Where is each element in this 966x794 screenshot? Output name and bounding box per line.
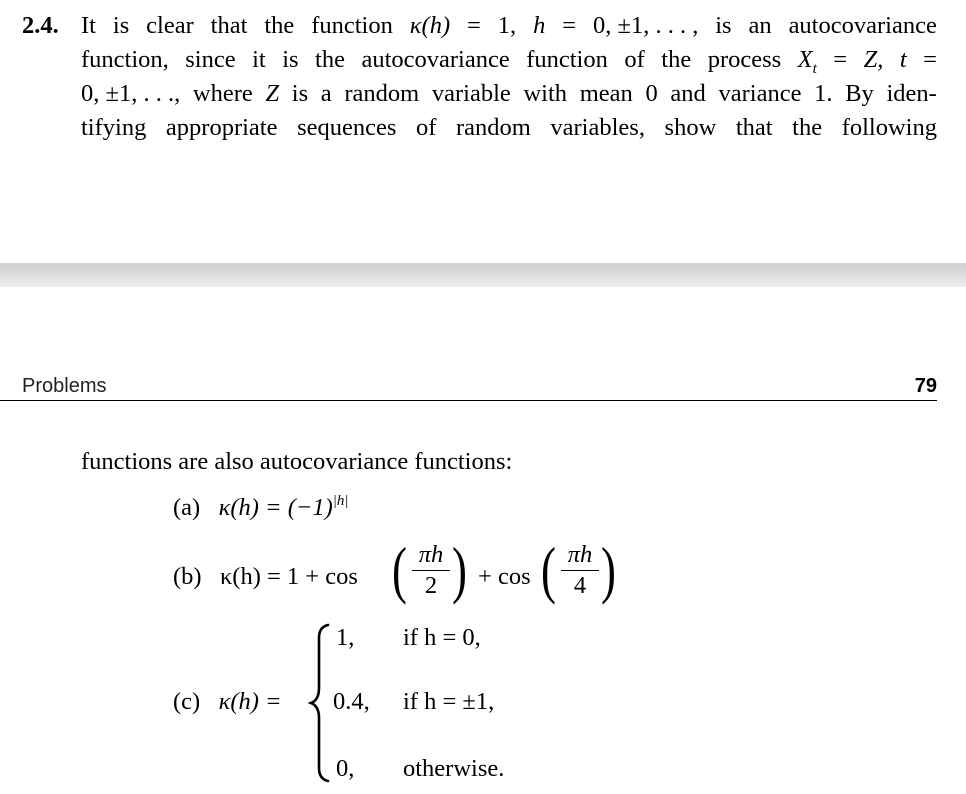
part-a-exponent: |h|	[332, 493, 349, 509]
part-b-left-paren-2: (	[541, 534, 556, 605]
part-b-right-paren-2: )	[601, 534, 616, 605]
part-c	[173, 686, 282, 718]
part-c-brace	[308, 622, 332, 784]
problem-text-line-1: It is clear that the function κ(h) = 1, h = 0, ±1, . . . , is an autocovariance	[81, 12, 937, 39]
problem-text-line-3: 0, ±1, . . ., where Z is a random variable with mean 0 and variance 1. By iden-	[81, 80, 937, 107]
part-b-frac1-denominator: 2	[424, 572, 438, 600]
part-b-frac1-numerator: πh	[418, 541, 444, 568]
part-c-case-2-value: 0.4,	[333, 688, 370, 715]
part-b-plus-cos: + cos	[478, 563, 531, 590]
part-a	[173, 492, 349, 527]
page-number: 79	[914, 375, 937, 397]
part-c-lhs: κ(h) =	[218, 688, 282, 715]
problem-text-line-2: function, since it is the autocovariance function of the process $X_t$ = Z, t =	[81, 46, 937, 77]
part-c-case-1-value: 1,	[336, 624, 355, 651]
header-rule	[0, 400, 937, 401]
part-b-left-paren-1: (	[392, 534, 407, 605]
running-head: Problems	[22, 375, 107, 397]
part-c-case-3-condition: otherwise.	[403, 755, 505, 782]
part-c-case-2-condition: if h = ±1,	[403, 688, 495, 715]
part-b-label: (b)	[173, 563, 202, 590]
part-b-frac2-denominator: 4	[573, 572, 587, 600]
part-b-lhs: κ(h) = 1 + cos	[219, 563, 358, 590]
part-c-case-1-condition: if h = 0,	[403, 624, 481, 651]
part-a-label: (a)	[173, 494, 201, 521]
page-separator	[0, 263, 966, 287]
part-c-case-3-value: 0,	[336, 755, 355, 782]
part-b	[173, 561, 358, 593]
continuation-text: functions are also autocovariance functions:	[81, 448, 513, 475]
part-b-right-paren-1: )	[452, 534, 467, 605]
part-c-label: (c)	[173, 688, 201, 715]
part-b-fraction-1	[412, 542, 450, 599]
part-b-frac2-numerator: πh	[567, 541, 593, 568]
part-a-formula: κ(h) = (−1)	[218, 494, 333, 521]
problem-text-line-4: tifying appropriate sequences of random variables, show that the following	[81, 114, 937, 141]
part-b-fraction-2	[561, 542, 599, 599]
problem-number: 2.4.	[22, 12, 59, 39]
